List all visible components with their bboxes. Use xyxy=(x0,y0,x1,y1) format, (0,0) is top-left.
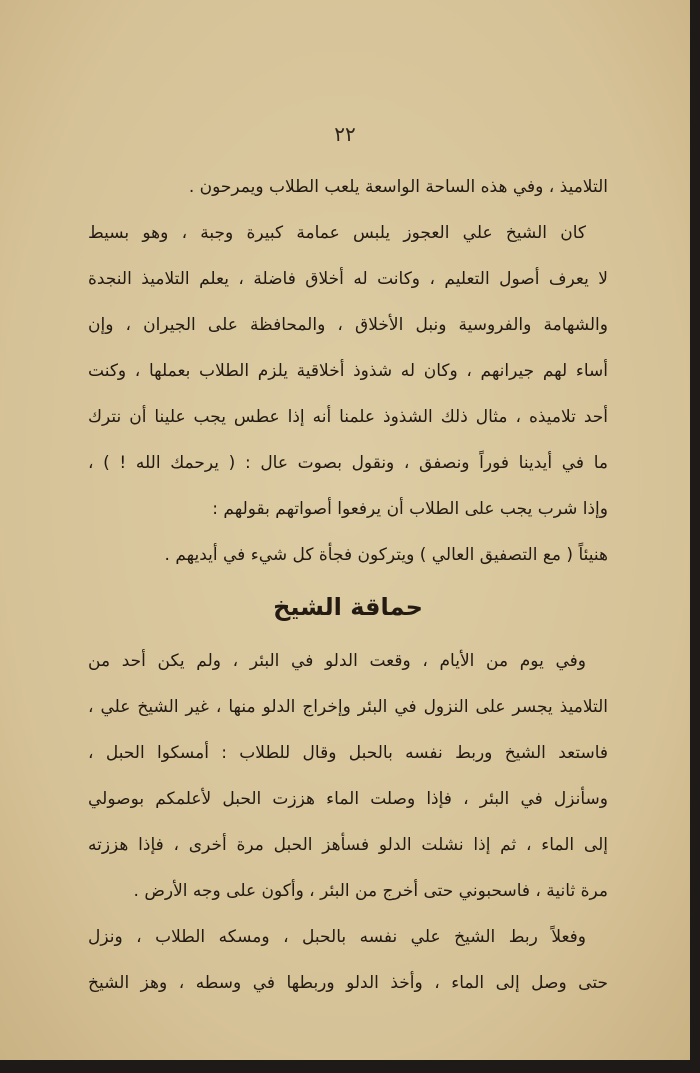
text-line: وفعلاً ربط الشيخ علي نفسه بالحبل ، ومسكه الطلاب ، ونزل xyxy=(88,927,586,947)
section-heading: حماقة الشيخ xyxy=(273,593,423,621)
text-line: أحد تلاميذه ، مثال ذلك الشذوذ علمنا أنه إذا عطس يجب علينا أن نترك xyxy=(88,407,608,427)
text-line: التلاميذ ، وفي هذه الساحة الواسعة يلعب الطلاب ويمرحون . xyxy=(188,177,608,197)
text-line: أساء لهم جيرانهم ، وكان له شذوذ أخلاقية يلزم الطلاب بعملها ، وكنت xyxy=(88,361,608,381)
text-line: فاستعد الشيخ وربط نفسه بالحبل وقال للطلاب : أمسكوا الحبل ، xyxy=(88,743,608,763)
page-number: ٢٢ xyxy=(334,122,356,146)
text-line: التلاميذ يجسر على النزول في البئر وإخراج الدلو منها ، غير الشيخ علي ، xyxy=(88,697,608,717)
text-line: كان الشيخ علي العجوز يلبس عمامة كبيرة وجبة ، وهو بسيط xyxy=(88,223,586,243)
text-line: وإذا شرب يجب على الطلاب أن يرفعوا أصواتهم بقولهم : xyxy=(212,499,608,519)
text-line: إلى الماء ، ثم إذا نشلت الدلو فسأهز الحبل مرة أخرى ، فإذا هززته xyxy=(88,835,608,855)
text-line: وفي يوم من الأيام ، وقعت الدلو في البئر ، ولم يكن أحد من xyxy=(88,651,586,671)
text-line: لا يعرف أصول التعليم ، وكانت له أخلاق فاضلة ، يعلم التلاميذ النجدة xyxy=(88,269,608,289)
text-line: هنيئاً ( مع التصفيق العالي ) ويتركون فجأة كل شيء في أيديهم . xyxy=(164,545,608,565)
text-line: مرة ثانية ، فاسحبوني حتى أخرج من البئر ، وأكون على وجه الأرض . xyxy=(133,881,608,901)
page-body xyxy=(88,164,608,1006)
text-line: حتى وصل إلى الماء ، وأخذ الدلو وربطها في وسطه ، وهز الشيخ xyxy=(88,973,608,993)
text-line: والشهامة والفروسية ونبل الأخلاق ، والمحافظة على الجيران ، وإن xyxy=(88,315,608,335)
text-line: وسأنزل في البئر ، فإذا وصلت الماء هززت الحبل لأعلمكم بوصولي xyxy=(88,789,608,809)
text-line: ما في أيدينا فوراً ونصفق ، ونقول بصوت عال : ( يرحمك الله ! ) ، xyxy=(88,453,608,473)
